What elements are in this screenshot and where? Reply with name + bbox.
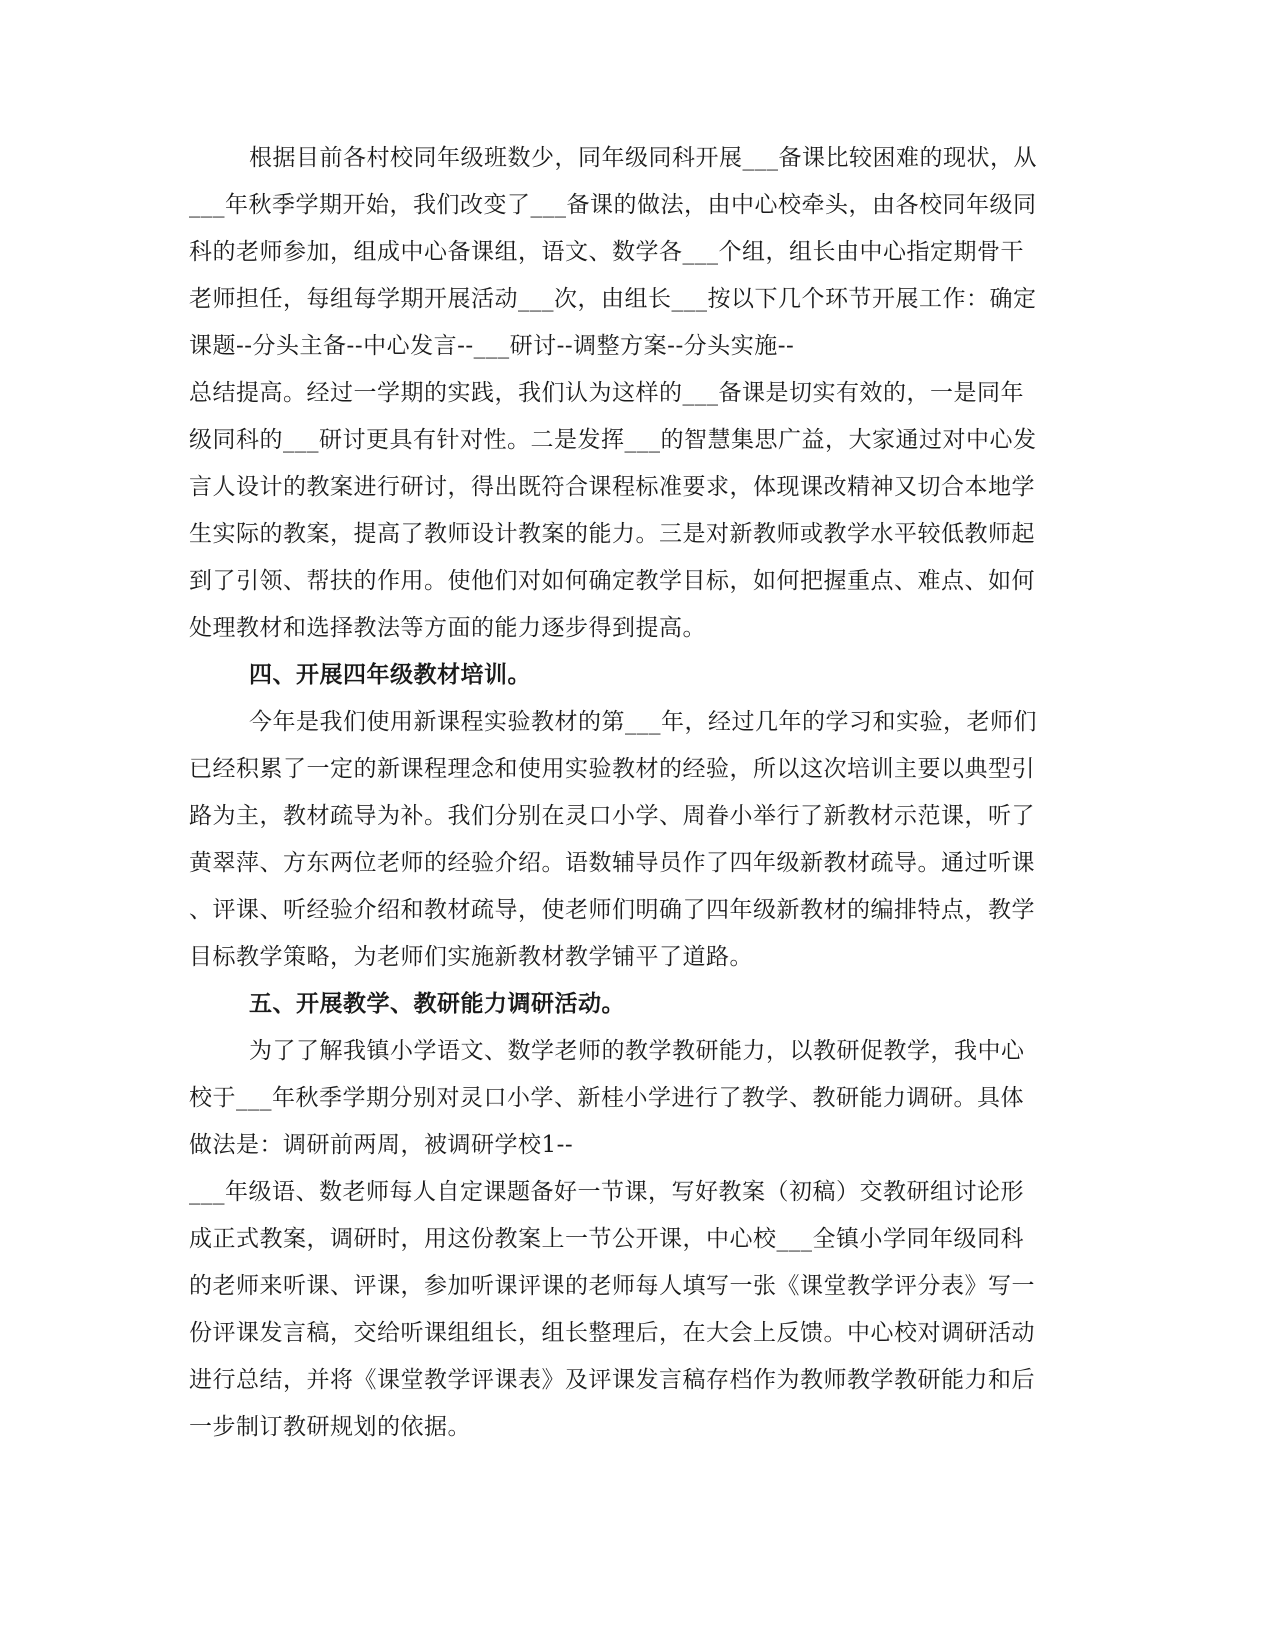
paragraph-line: 一步制订教研规划的依据。 bbox=[189, 1414, 471, 1440]
paragraph-line: 为了了解我镇小学语文、数学老师的教学教研能力，以教研促教学，我中心 bbox=[249, 1038, 1025, 1064]
paragraph-line: ___年秋季学期开始，我们改变了___备课的做法，由中心校牵头，由各校同年级同 bbox=[189, 192, 1037, 218]
paragraph-line: 生实际的教案，提高了教师设计教案的能力。三是对新教师或教学水平较低教师起 bbox=[189, 521, 1035, 547]
paragraph-line: 根据目前各村校同年级班数少，同年级同科开展___备课比较困难的现状，从 bbox=[249, 145, 1037, 171]
paragraph-line: 、评课、听经验介绍和教材疏导，使老师们明确了四年级新教材的编排特点，教学 bbox=[189, 897, 1035, 923]
paragraph-line: 总结提高。经过一学期的实践，我们认为这样的___备课是切实有效的，一是同年 bbox=[189, 380, 1024, 406]
paragraph-line: 老师担任，每组每学期开展活动___次，由组长___按以下几个环节开展工作：确定 bbox=[189, 286, 1037, 312]
paragraph-line: 已经积累了一定的新课程理念和使用实验教材的经验，所以这次培训主要以典型引 bbox=[189, 756, 1035, 782]
paragraph-line: 校于___年秋季学期分别对灵口小学、新桂小学进行了教学、教研能力调研。具体 bbox=[189, 1085, 1024, 1111]
paragraph-line: 言人设计的教案进行研讨，得出既符合课程标准要求，体现课改精神又切合本地学 bbox=[189, 474, 1035, 500]
paragraph-line: ___年级语、数老师每人自定课题备好一节课，写好教案（初稿）交教研组讨论形 bbox=[189, 1179, 1024, 1205]
paragraph-line: 份评课发言稿，交给听课组组长，组长整理后，在大会上反馈。中心校对调研活动 bbox=[189, 1320, 1035, 1346]
paragraph-line: 的老师来听课、评课，参加听课评课的老师每人填写一张《课堂教学评分表》写一 bbox=[189, 1273, 1035, 1299]
paragraph-line: 课题--分头主备--中心发言--___研讨--调整方案--分头实施-- bbox=[189, 333, 795, 359]
paragraph-line: 到了引领、帮扶的作用。使他们对如何确定教学目标，如何把握重点、难点、如何 bbox=[189, 568, 1035, 594]
paragraph-line: 处理教材和选择教法等方面的能力逐步得到提高。 bbox=[189, 615, 706, 641]
paragraph-line: 目标教学策略，为老师们实施新教材教学铺平了道路。 bbox=[189, 944, 753, 970]
paragraph-line: 成正式教案，调研时，用这份教案上一节公开课，中心校___全镇小学同年级同科 bbox=[189, 1226, 1024, 1252]
section-heading: 五、开展教学、教研能力调研活动。 bbox=[249, 990, 625, 1017]
section-heading: 四、开展四年级教材培训。 bbox=[249, 661, 531, 688]
paragraph-line: 做法是：调研前两周，被调研学校1-- bbox=[189, 1132, 574, 1158]
paragraph-line: 今年是我们使用新课程实验教材的第___年，经过几年的学习和实验，老师们 bbox=[249, 709, 1037, 735]
paragraph-line: 进行总结，并将《课堂教学评课表》及评课发言稿存档作为教师教学教研能力和后 bbox=[189, 1367, 1035, 1393]
paragraph-line: 级同科的___研讨更具有针对性。二是发挥___的智慧集思广益，大家通过对中心发 bbox=[189, 427, 1037, 453]
paragraph-line: 科的老师参加，组成中心备课组，语文、数学各___个组，组长由中心指定期骨干 bbox=[189, 239, 1024, 265]
paragraph-line: 路为主，教材疏导为补。我们分别在灵口小学、周眷小举行了新教材示范课，听了 bbox=[189, 803, 1035, 829]
paragraph-line: 黄翠萍、方东两位老师的经验介绍。语数辅导员作了四年级新教材疏导。通过听课 bbox=[189, 850, 1035, 876]
